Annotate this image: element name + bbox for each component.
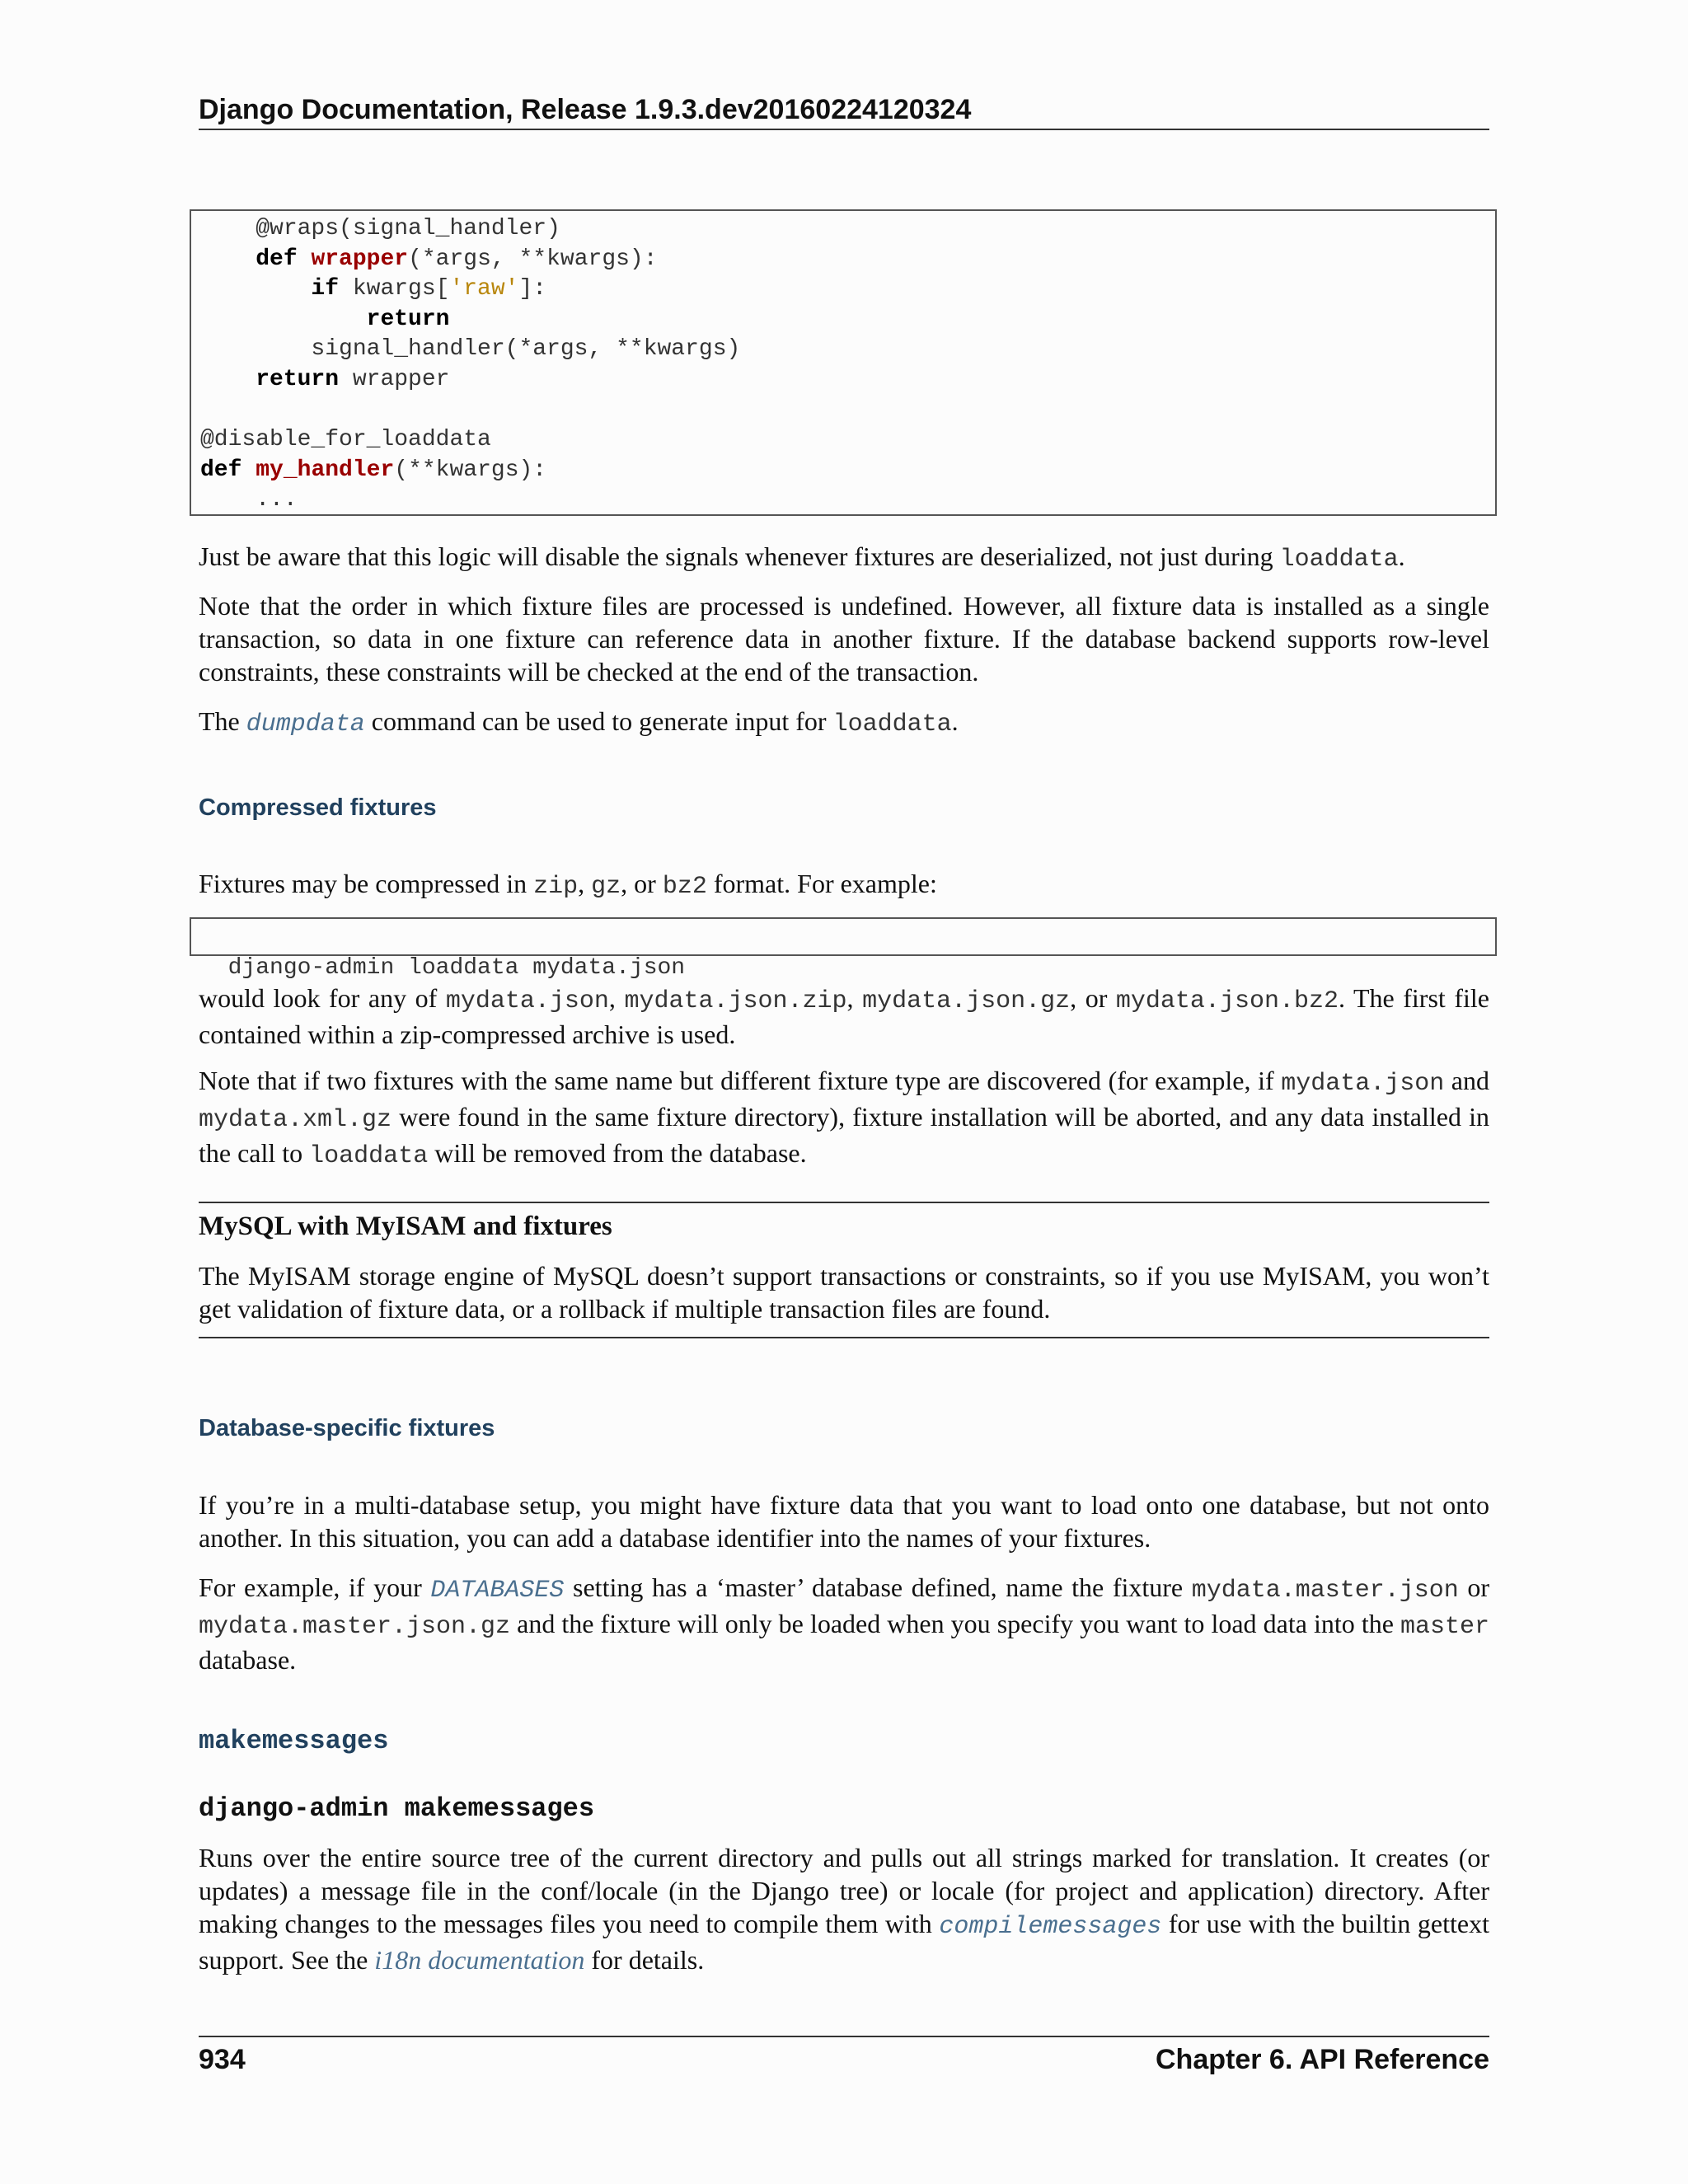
- section-heading-database-specific-fixtures: Database-specific fixtures: [199, 1415, 495, 1441]
- code-line: [200, 245, 1495, 275]
- code-token: [298, 246, 312, 272]
- paragraph-makemessages-description: Runs over the entire source tree of the current directory and pulls out all strings marked for translation. It creates (or updates) a message file in the conf/locale (in the Django tree) or locale (for project and application) directory. After making changes to the messages files you need to compile them with compilemessages for use with the builtin gettext support. See the i18n documentation for details.: [199, 1843, 1490, 1975]
- paragraph-lookup-order: would look for any of mydata.json, mydata.json.zip, mydata.json.gz, or mydata.json.bz2. The first file contained within a zip-compressed archive is used.: [199, 983, 1490, 1049]
- code-block-signal-handler: [190, 209, 1497, 516]
- code-block-loaddata-example: django-admin loaddata mydata.json: [190, 917, 1497, 956]
- code-token: def: [200, 457, 242, 483]
- section-heading-makemessages: makemessages: [199, 1726, 389, 1756]
- page-number: 934: [199, 2044, 246, 2075]
- code-token: def: [256, 246, 298, 272]
- code-token: @disable_for_loaddata: [200, 427, 491, 453]
- paragraph-compression-formats: Fixtures may be compressed in zip, gz, or bz2 format. For example:: [199, 869, 937, 901]
- code-token: (**kwargs):: [394, 457, 547, 483]
- code-token: my_handler: [256, 457, 395, 483]
- paragraph-duplicate-fixtures: Note that if two fixtures with the same name but different fixture type are discovered (for example, if mydata.json and mydata.xml.gz were found in the same fixture directory), fixture installation will be aborted, and any data installed in the call to loaddata will be removed from the database.: [199, 1066, 1490, 1170]
- code-token: [200, 246, 256, 272]
- code-token: [241, 457, 256, 483]
- i18n-documentation-link[interactable]: i18n documentation: [374, 1945, 585, 1975]
- code-token: 'raw': [449, 276, 519, 302]
- code-token: signal_handler(*args, **kwargs): [200, 336, 741, 363]
- code-line: [200, 396, 1495, 426]
- code-token: @wraps(signal_handler): [200, 216, 560, 241]
- code-line: [200, 274, 1495, 305]
- command-signature-makemessages: django-admin makemessages: [199, 1793, 595, 1824]
- paragraph-multi-database: If you’re in a multi-database setup, you might have fixture data that you want to load onto one database, but not onto another. In this situation, you can add a database identifier into the names of your fixtures.: [199, 1490, 1489, 1553]
- code-line: [200, 365, 1495, 396]
- note-top-rule: [199, 1202, 1489, 1203]
- code-line: [200, 456, 1495, 486]
- code-token: if: [311, 276, 340, 302]
- code-line: [200, 335, 1495, 365]
- page-header: [199, 91, 1489, 130]
- inline-code: loaddata: [832, 710, 952, 738]
- code-line: [200, 425, 1495, 456]
- chapter-title: Chapter 6. API Reference: [1156, 2044, 1489, 2075]
- code-line: [200, 214, 1495, 245]
- code-token: kwargs[: [339, 276, 450, 302]
- code-line: [200, 305, 1495, 335]
- code-token: return: [256, 366, 340, 392]
- databases-link[interactable]: DATABASES: [430, 1577, 565, 1605]
- page-header-title: Django Documentation, Release 1.9.3.dev20160224120324: [199, 94, 972, 125]
- section-heading-compressed-fixtures: Compressed fixtures: [199, 794, 437, 821]
- code-token: [200, 307, 367, 332]
- page-footer: [199, 2036, 1489, 2080]
- code-line: [200, 485, 1495, 516]
- dumpdata-link[interactable]: dumpdata: [246, 710, 365, 738]
- code-token: (*args, **kwargs):: [408, 246, 658, 272]
- code-token: ...: [200, 487, 298, 513]
- code-token: return: [366, 306, 450, 332]
- code-token: wrapper: [311, 246, 409, 272]
- inline-code: loaddata: [1279, 546, 1399, 574]
- compilemessages-link[interactable]: compilemessages: [939, 1913, 1162, 1941]
- code-token: [200, 276, 311, 302]
- code-token: wrapper: [339, 366, 450, 392]
- note-title: MySQL with MyISAM and fixtures: [199, 1212, 612, 1241]
- paragraph-signals-warning: Just be aware that this logic will disable the signals whenever fixtures are deserialized, not just during loaddata.: [199, 541, 1405, 574]
- note-bottom-rule: [199, 1337, 1489, 1338]
- paragraph-dumpdata: The dumpdata command can be used to generate input for loaddata.: [199, 706, 959, 738]
- paragraph-database-naming: For example, if your DATABASES setting has a ‘master’ database defined, name the fixture mydata.master.json or mydata.master.json.gz and the fixture will only be loaded when you specify you want to load data into the master database.: [199, 1572, 1490, 1675]
- paragraph-fixture-order: Note that the order in which fixture files are processed is undefined. However, all fixture data is installed as a single transaction, so data in one fixture can reference data in another fixture. If the database backend supports row-level constraints, these constraints will be checked at the end of the transaction.: [199, 591, 1489, 687]
- code-token: [200, 397, 214, 423]
- code-token: ]:: [518, 276, 547, 302]
- code-token: [200, 367, 256, 392]
- note-body: The MyISAM storage engine of MySQL doesn’t support transactions or constraints, so if you use MyISAM, you won’t get validation of fixture data, or a rollback if multiple transaction files are found.: [199, 1261, 1489, 1324]
